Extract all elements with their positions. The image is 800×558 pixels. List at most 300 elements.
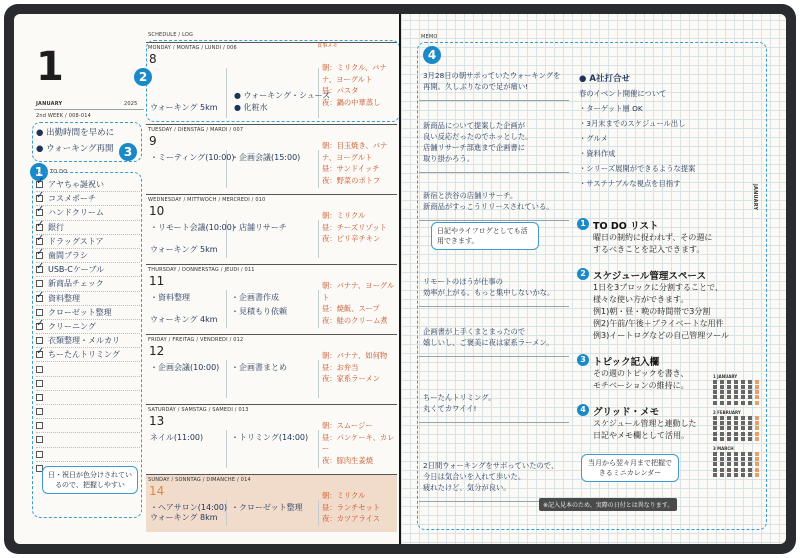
memo-line: 再開。久しぶりなので足が痛い! <box>423 82 529 91</box>
mini-calendar-day <box>748 468 752 472</box>
checkbox[interactable] <box>36 238 43 245</box>
meal-entry: 朝：バナナ、ヨーグルト <box>322 281 395 302</box>
day-number: 14 <box>149 484 165 498</box>
checkbox[interactable] <box>36 280 43 287</box>
schedule-entry: ・企画会議(10:00) <box>150 363 220 372</box>
mini-calendar-day <box>748 390 752 394</box>
mini-calendar-day <box>720 468 724 472</box>
feature-line: するべきことを記入できます。 <box>593 245 705 254</box>
mini-calendar-title: 2 FEBRUARY <box>713 410 741 416</box>
schedule-entry: ・資料整理 <box>150 293 190 302</box>
mini-calendar-day <box>727 380 731 384</box>
mini-calendar-day <box>748 395 752 399</box>
meal-entry: 夜：カツアライス <box>322 514 381 523</box>
todo-text: 銀行 <box>48 222 64 232</box>
feature-title: グリッド・メモ <box>593 407 660 418</box>
meal-entry: 朝：ミリクル、バナナ、ヨーグルト <box>322 63 387 84</box>
mini-calendar-day <box>741 390 745 394</box>
mini-calendar-day <box>741 432 745 436</box>
todo-text: ハンドクリーム <box>48 208 104 218</box>
footnote: ※記入見本のため、実際の日付とは異なります。 <box>539 498 677 511</box>
mini-calendar-day <box>713 432 717 436</box>
mini-calendar-day <box>748 473 752 477</box>
checkbox[interactable] <box>36 394 43 401</box>
mini-calendar-day <box>727 426 731 430</box>
meal-entry: 夜：ピリ辛チキン <box>322 234 381 243</box>
feature-line: 例1)朝・昼・晩の時間帯で3分割 <box>593 307 711 316</box>
mini-calendar-day <box>755 473 759 477</box>
todo-text: クリーニング <box>48 321 96 331</box>
todo-item[interactable] <box>36 292 140 306</box>
mini-calendar-day <box>755 390 759 394</box>
checkbox[interactable] <box>36 436 43 443</box>
meal-log <box>322 210 396 245</box>
goal-1: ● 出勤時間を早めに <box>36 128 115 138</box>
memo-label: MEMO <box>421 34 438 40</box>
topic-frame <box>32 122 142 162</box>
todo-item[interactable] <box>36 433 140 447</box>
mini-calendar-day <box>748 426 752 430</box>
todo-item[interactable] <box>36 348 140 362</box>
schedule-log-label: SCHEDULE / LOG <box>148 32 194 38</box>
day-row <box>146 264 397 334</box>
todo-item[interactable] <box>36 306 140 320</box>
day-header: WEDNESDAY / MITTWOCH / MERCREDI / 010 <box>148 197 266 203</box>
feature-line: 1日を3ブロックに分割することで、 <box>593 283 723 292</box>
feature-title: スケジュール管理スペース <box>593 271 706 282</box>
day-row <box>146 124 397 194</box>
feature-line: スケジュール管理と連動した <box>593 419 697 428</box>
meeting-line: ● A社打合せ <box>579 74 630 84</box>
meal-entry: 夜：豚肉生姜焼 <box>322 455 374 465</box>
mini-calendar-day <box>748 421 752 425</box>
mini-calendar-day <box>734 457 738 461</box>
mini-calendar-month <box>713 446 763 477</box>
month-label: JANUARY <box>36 101 63 107</box>
todo-item[interactable] <box>36 192 140 206</box>
day-row <box>146 474 397 532</box>
mini-calendar-day <box>748 462 752 466</box>
mini-calendar-day <box>713 416 717 420</box>
mini-calendar-day <box>734 380 738 384</box>
mini-calendar-day <box>727 457 731 461</box>
mini-calendar-day <box>734 401 738 405</box>
mini-calendar-day <box>755 437 759 441</box>
schedule-entry: ・企画書まとめ <box>231 363 287 372</box>
mini-calendar-day <box>755 426 759 430</box>
todo-text: ちーたんトリミング <box>48 350 120 360</box>
day-number: 12 <box>149 344 165 358</box>
schedule-entry: ・ミーティング(10:00) <box>150 153 235 162</box>
mini-calendar-day <box>720 380 724 384</box>
todo-text: ドラッグストア <box>48 236 104 246</box>
mini-calendar-day <box>727 473 731 477</box>
checkbox[interactable] <box>36 351 43 358</box>
mini-calendar-day <box>748 457 752 461</box>
mini-calendar-day <box>727 437 731 441</box>
mini-calendar-day <box>755 457 759 461</box>
meal-entry: 朝：ミリクル <box>322 491 366 500</box>
meeting-line: ・サステナブルな視点を目指す <box>579 179 681 188</box>
feature-number-icon: 4 <box>577 404 589 416</box>
schedule-entry: ウォーキング 5km <box>150 245 218 254</box>
mini-calendar-day <box>720 416 724 420</box>
mini-calendar-day <box>748 401 752 405</box>
mini-calendar-day <box>734 395 738 399</box>
memo-line: 新宿と渋谷の店舗リサーチ。 <box>423 191 518 200</box>
day-header: MONDAY / MONTAG / LUNDI / 006 <box>148 45 237 51</box>
mini-calendar-day <box>755 416 759 420</box>
checkbox[interactable] <box>36 309 43 316</box>
schedule-entry: ・クローゼット整理 <box>231 503 303 512</box>
checkbox[interactable] <box>36 195 43 202</box>
schedule-entry: ・企画会議(15:00) <box>231 153 301 162</box>
meal-log <box>322 490 396 525</box>
meeting-line: 春のイベント開催について <box>579 89 667 98</box>
todo-list <box>36 178 140 476</box>
feature-line: 例3)イートログなどの自己管理ツール <box>593 331 730 340</box>
mini-calendar-day <box>741 437 745 441</box>
todo-text: 資料整理 <box>48 293 80 303</box>
checkbox[interactable] <box>36 408 43 415</box>
mini-calendar-day <box>720 426 724 430</box>
mini-calendar-day <box>755 380 759 384</box>
meal-entry: 夜：家系ラーメン <box>322 374 381 383</box>
schedule-entry: ・企画書作成 <box>231 293 279 302</box>
todo-callout: 日・祝日が色分けされているので、把握しやすい <box>42 466 138 494</box>
callout-1-icon: 1 <box>30 163 48 181</box>
todo-text: コスメポーチ <box>48 194 96 204</box>
mini-calendar-day <box>741 416 745 420</box>
mini-calendar-day <box>720 390 724 394</box>
todo-text: 歯間ブラシ <box>48 251 88 261</box>
mini-calendar-day <box>713 462 717 466</box>
mini-calendar-day <box>713 426 717 430</box>
memo-entry <box>423 326 563 348</box>
todo-text: 衣類整理・メルカリ <box>48 336 120 346</box>
memo-entry <box>423 460 563 493</box>
mini-calendar-day <box>755 395 759 399</box>
todo-item[interactable] <box>36 448 140 462</box>
mini-calendar-day <box>741 380 745 384</box>
meeting-line: ・グルメ <box>579 134 608 143</box>
meeting-line: ・シリーズ展開ができるような提案 <box>579 164 696 173</box>
callout-2-icon: 2 <box>134 68 152 86</box>
mini-calendar-day <box>734 390 738 394</box>
checkbox[interactable] <box>36 224 43 231</box>
meal-log <box>322 420 396 466</box>
schedule-entry: ネイル(11:00) <box>150 433 204 442</box>
memo-line: 嬉しいし、ご褒美に夜は家系ラーメン。 <box>423 338 554 347</box>
mini-calendar-day <box>713 437 717 441</box>
mini-calendar-day <box>720 432 724 436</box>
mini-calendar <box>713 374 763 482</box>
mini-calendar-day <box>741 401 745 405</box>
schedule-entry: ・リモート会議(10:00) <box>150 223 235 232</box>
checkbox[interactable] <box>36 323 43 330</box>
memo-line: ちーたんトリミング。 <box>423 393 496 402</box>
mini-calendar-day <box>713 380 717 384</box>
day-number: 9 <box>149 134 157 148</box>
todo-text: クローゼット整理 <box>48 307 112 317</box>
mini-calendar-day <box>727 395 731 399</box>
memo-line: リモートのほうが仕事の <box>423 277 503 286</box>
diary-callout: 日記やライフログとしても活用できます。 <box>431 222 539 250</box>
feature-line: 例2)午前/午後＋プライベートな用件 <box>593 319 724 328</box>
day-number: 11 <box>149 274 165 288</box>
day-header: THURSDAY / DONNERSTAG / JEUDI / 011 <box>148 267 255 273</box>
calendar-callout: 当月から翌々月まで把握できるミニカレンダー <box>581 454 679 482</box>
mini-calendar-day <box>755 401 759 405</box>
left-page <box>14 14 399 544</box>
memo-line: 良い反応だったのでホッとした。 <box>423 132 533 141</box>
memo-entry <box>423 392 563 414</box>
mini-calendar-day <box>713 452 717 456</box>
mini-calendar-day <box>720 473 724 477</box>
mini-calendar-day <box>734 437 738 441</box>
feature-line: 様々な使い方ができます。 <box>593 295 689 304</box>
month-number: 1 <box>36 44 64 90</box>
mini-calendar-day <box>755 462 759 466</box>
meeting-line: ・ターゲット層 OK <box>579 104 643 113</box>
day-number: 10 <box>149 204 165 218</box>
schedule-entry: ● 化粧水 <box>234 103 268 112</box>
checkbox[interactable] <box>36 380 43 387</box>
meal-log <box>322 140 396 186</box>
feature-line: 日記やメモ欄として活用。 <box>593 431 689 440</box>
meal-entry: 昼：お弁当 <box>322 362 359 372</box>
meal-entry: 朝：バナナ、如何物 <box>322 351 388 360</box>
todo-text: 新商品チェック <box>48 279 104 289</box>
mini-calendar-day <box>720 437 724 441</box>
mini-calendar-day <box>741 421 745 425</box>
mini-calendar-day <box>734 473 738 477</box>
mini-calendar-day <box>741 426 745 430</box>
mini-calendar-day <box>727 468 731 472</box>
feature-number-icon: 3 <box>577 354 589 366</box>
memo-line: 店舗リサーチ部進まで企画書に <box>423 143 526 152</box>
todo-item[interactable] <box>36 320 140 334</box>
meal-entry: 夜：鍋の中華蒸し <box>322 97 381 107</box>
todo-item[interactable] <box>36 206 140 220</box>
memo-entry <box>423 276 563 298</box>
mini-calendar-day <box>727 421 731 425</box>
mini-calendar-day <box>734 452 738 456</box>
mini-calendar-day <box>748 432 752 436</box>
memo-entry <box>423 70 563 92</box>
meal-entry: 昼：パンケーキ、カレー <box>322 432 395 453</box>
meal-entry: 昼：パスタ <box>322 86 359 95</box>
mini-calendar-title: 1 JANUARY <box>713 374 738 379</box>
todo-item[interactable] <box>36 277 140 291</box>
day-number: 8 <box>149 52 157 66</box>
memo-line: 3月28日の朝サポっていたウォーキングを <box>423 71 561 80</box>
meal-log <box>322 350 396 385</box>
mini-calendar-day <box>741 468 745 472</box>
day-header: TUESDAY / DIENSTAG / MARDI / 007 <box>148 127 244 133</box>
mini-calendar-title: 3 MARCH <box>713 446 734 452</box>
mini-calendar-day <box>741 452 745 456</box>
mini-calendar-day <box>727 416 731 420</box>
mini-calendar-day <box>720 385 724 389</box>
mini-calendar-day <box>734 416 738 420</box>
feature-line: 曜日の制約に捉われず、その週に <box>593 233 713 242</box>
todo-item[interactable] <box>36 405 140 419</box>
mini-calendar-day <box>734 462 738 466</box>
meeting-line: ・3月末までのスケジュール出し <box>579 119 686 128</box>
checkbox[interactable] <box>36 451 43 458</box>
checkbox[interactable] <box>36 366 43 373</box>
schedule-entry: ウォーキング 5km <box>150 103 218 112</box>
mini-calendar-day <box>741 385 745 389</box>
todo-text: USB-Cケーブル <box>48 265 105 275</box>
mini-calendar-day <box>727 401 731 405</box>
feature-line: その週のトピックを書き、 <box>593 369 689 378</box>
mini-calendar-day <box>720 401 724 405</box>
mini-calendar-day <box>755 421 759 425</box>
mini-calendar-day <box>755 385 759 389</box>
meal-entry: 昼：焼飯、スープ <box>322 304 380 313</box>
mini-calendar-day <box>720 457 724 461</box>
day-header: SATURDAY / SAMSTAG / SAMEDI / 013 <box>148 407 249 413</box>
mini-calendar-day <box>734 426 738 430</box>
memo-entry <box>423 190 563 212</box>
meeting-line: ・資料作成 <box>579 149 616 158</box>
meal-entry: 昼：サンドイッチ <box>322 164 380 173</box>
meal-entry: 昼：ランチセット <box>322 502 381 512</box>
todo-item[interactable] <box>36 263 140 277</box>
mini-calendar-day <box>713 401 717 405</box>
memo-line: 効率が上がる。もっと集中しないかな。 <box>423 288 555 297</box>
week-info: 2nd WEEK / 008-014 <box>36 113 92 119</box>
day-number: 13 <box>149 414 165 428</box>
meal-label: 食事メモ <box>317 43 338 49</box>
mini-calendar-day <box>748 416 752 420</box>
year-label: 2025 <box>124 101 138 107</box>
schedule-entry: ・ヘアサロン(14:00) <box>150 503 228 512</box>
checkbox[interactable] <box>36 252 43 259</box>
memo-line: 2日間ウォーキングをサボっていたので、 <box>423 461 559 470</box>
right-page <box>401 14 786 544</box>
meal-entry: 朝：スムージー <box>322 421 373 430</box>
checkbox[interactable] <box>36 295 43 302</box>
mini-calendar-day <box>734 468 738 472</box>
memo-entry <box>423 120 563 164</box>
feature-title: TO DO リスト <box>593 221 659 232</box>
mini-calendar-day <box>713 473 717 477</box>
schedule-entry: ・トリミング(14:00) <box>231 433 309 442</box>
day-header: FRIDAY / FREITAG / VENDREDI / 012 <box>148 337 244 343</box>
day-row <box>146 334 397 404</box>
checkbox[interactable] <box>36 266 43 273</box>
meal-entry: 朝：ミリクル <box>322 211 366 220</box>
memo-line: 取り掛かろう。 <box>423 154 475 163</box>
todo-label: TO DO <box>50 169 68 175</box>
mini-calendar-day <box>748 452 752 456</box>
mini-calendar-month <box>713 410 763 441</box>
mini-calendar-day <box>741 457 745 461</box>
schedule-entry: ウォーキング 8km <box>150 513 218 522</box>
todo-item[interactable] <box>36 235 140 249</box>
day-row <box>146 404 397 474</box>
memo-line: 丸くてカワイイ! <box>423 404 477 413</box>
mini-calendar-day <box>720 395 724 399</box>
todo-item[interactable] <box>36 391 140 405</box>
checkbox[interactable] <box>36 337 43 344</box>
mini-calendar-day <box>734 385 738 389</box>
mini-calendar-day <box>713 390 717 394</box>
todo-item[interactable] <box>36 334 140 348</box>
checkbox[interactable] <box>36 181 43 188</box>
mini-calendar-day <box>734 432 738 436</box>
mini-calendar-day <box>755 452 759 456</box>
meal-entry: 夜：野菜のポトフ <box>322 175 381 185</box>
meal-entry: 昼：チーズリゾット <box>322 222 387 232</box>
feature-number-icon: 2 <box>577 268 589 280</box>
meal-entry: 夜：鮭のクリーム煮 <box>322 315 388 325</box>
memo-line: 新商品について提案した企画が <box>423 121 526 130</box>
todo-item[interactable] <box>36 178 140 192</box>
todo-item[interactable] <box>36 377 140 391</box>
mini-calendar-day <box>720 462 724 466</box>
mini-calendar-day <box>748 437 752 441</box>
day-row <box>146 194 397 264</box>
todo-item[interactable] <box>36 362 140 376</box>
memo-line: 今日は気合いを入れて歩いた。 <box>423 472 526 481</box>
mini-calendar-day <box>741 473 745 477</box>
schedule-entry: ・見積もり依頼 <box>231 307 287 316</box>
memo-line: 新商品がすっこうリリースされている。 <box>423 202 554 211</box>
memo-line: 企画書が上手くまとまったので <box>423 327 526 336</box>
todo-text: アヤちゃ誕祝い <box>48 180 104 190</box>
mini-calendar-day <box>713 421 717 425</box>
mini-calendar-day <box>720 452 724 456</box>
mini-calendar-day <box>741 395 745 399</box>
mini-calendar-day <box>748 385 752 389</box>
mini-calendar-day <box>755 432 759 436</box>
meeting-notes <box>579 72 749 191</box>
mini-calendar-day <box>755 468 759 472</box>
todo-item[interactable] <box>36 221 140 235</box>
checkbox[interactable] <box>36 209 43 216</box>
callout-4-icon: 4 <box>423 46 441 64</box>
mini-calendar-day <box>713 457 717 461</box>
todo-item[interactable] <box>36 249 140 263</box>
memo-line: 疲れたけど、気分が良い。 <box>423 483 511 492</box>
schedule-entry: ・店舗リサーチ <box>231 223 287 232</box>
mini-calendar-day <box>727 432 731 436</box>
checkbox[interactable] <box>36 422 43 429</box>
feature-number-icon: 1 <box>577 218 589 230</box>
todo-item[interactable] <box>36 419 140 433</box>
mini-calendar-day <box>727 390 731 394</box>
feature-line: モチベーションの維持に。 <box>593 381 689 390</box>
mini-calendar-day <box>720 421 724 425</box>
mini-calendar-day <box>748 380 752 384</box>
schedule-frame <box>146 40 399 122</box>
mini-calendar-day <box>734 421 738 425</box>
schedule-entry: ● ウォーキング・シューズ <box>234 91 331 100</box>
mini-calendar-day <box>727 385 731 389</box>
mini-calendar-day <box>713 395 717 399</box>
callout-3-icon: 3 <box>119 143 137 161</box>
day-header: SUNDAY / SONNTAG / DIMANCHE / 014 <box>148 477 251 483</box>
mini-calendar-day <box>713 468 717 472</box>
schedule-entry: ウォーキング 4km <box>150 315 218 324</box>
mini-calendar-day <box>713 385 717 389</box>
goal-2: ● ウォーキング再開 <box>36 144 114 154</box>
feature-title: トピック記入欄 <box>593 357 660 368</box>
